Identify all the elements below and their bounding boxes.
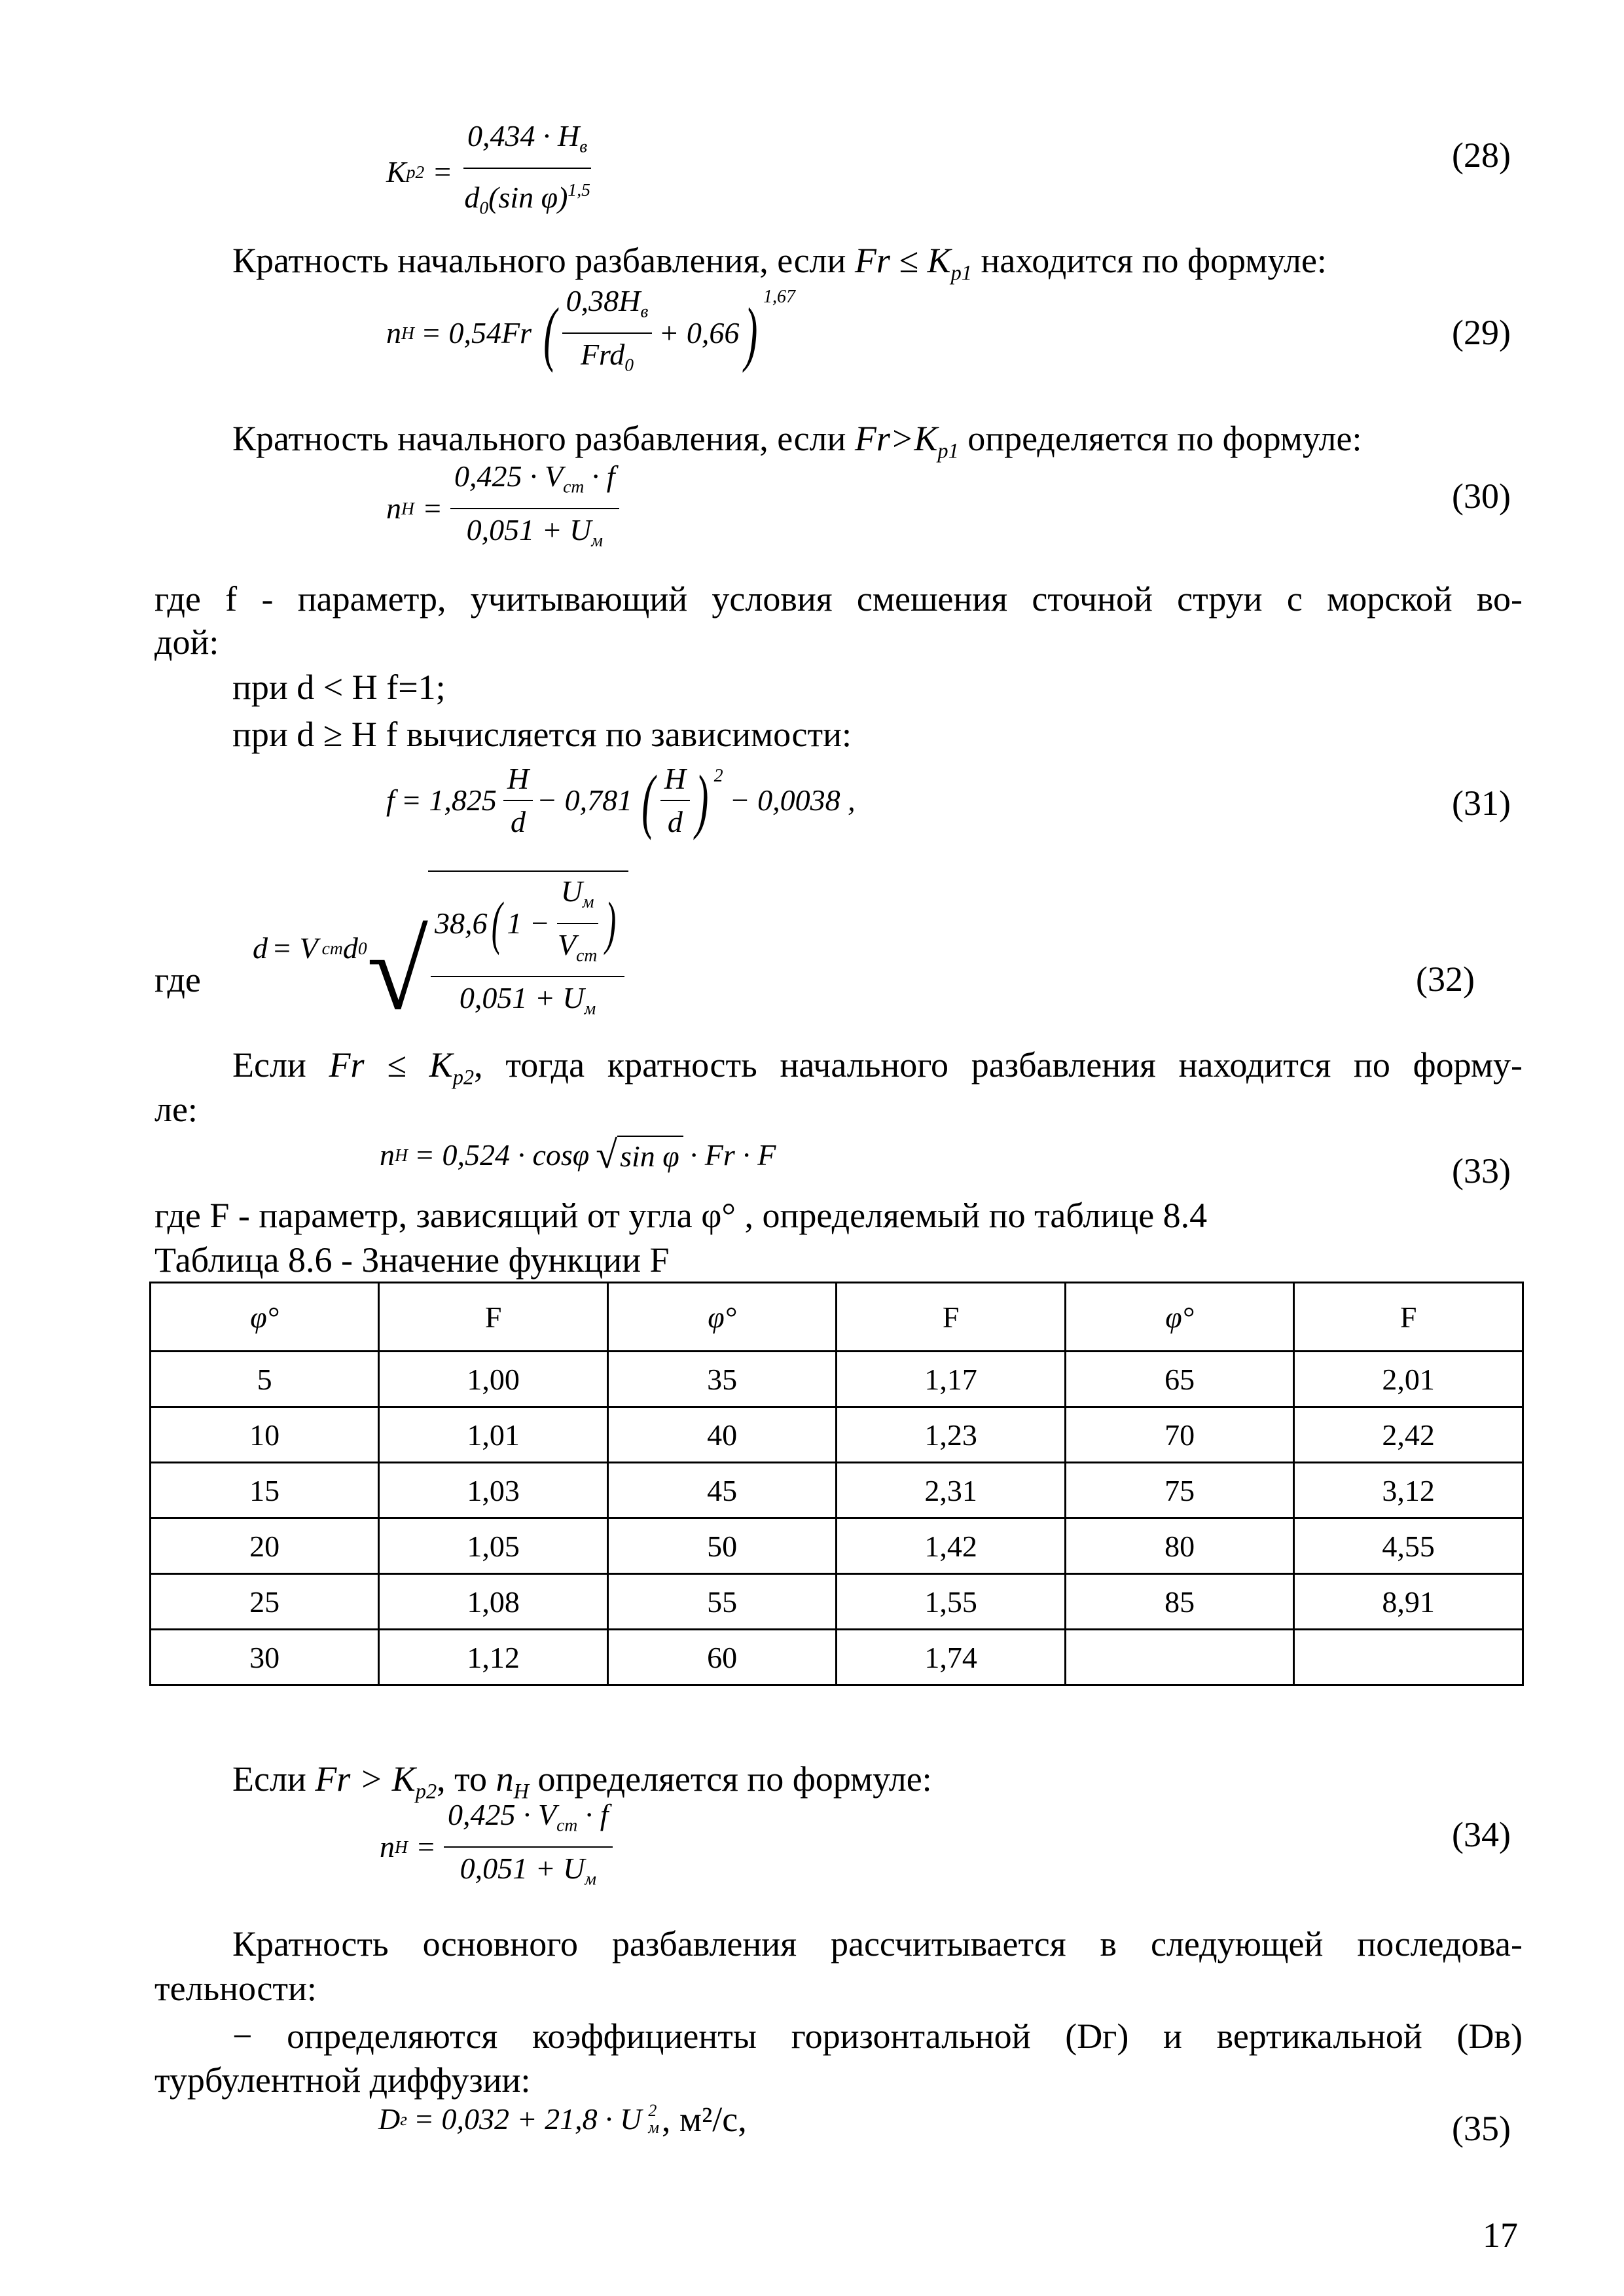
- equation-number-30: (30): [1452, 476, 1511, 516]
- table-header-cell: F: [837, 1283, 1066, 1352]
- formula-31-fraction-1: [503, 761, 533, 840]
- table-cell: 1,00: [379, 1352, 608, 1407]
- paragraph-where-f-line2: дой:: [154, 622, 219, 662]
- table-cell: [1294, 1630, 1523, 1685]
- formula-29-numerator: 0,38H: [566, 284, 641, 317]
- table-caption: Таблица 8.6 - Значение функции F: [154, 1240, 670, 1280]
- table-cell: 80: [1065, 1518, 1293, 1574]
- formula-32-one: 1 −: [507, 906, 550, 940]
- table-cell: 10: [151, 1407, 379, 1463]
- table-cell: [1065, 1630, 1293, 1685]
- paragraph-main-dilution: Кратность основного разбавления рассчитывается в следующей последова-: [232, 1924, 1523, 1964]
- equation-number-29: (29): [1452, 313, 1511, 352]
- formula-30-lhs: n: [386, 491, 401, 525]
- table-cell: 1,12: [379, 1630, 608, 1685]
- formula-35-scripts: [648, 2102, 659, 2136]
- table-cell: 1,23: [837, 1407, 1066, 1463]
- paragraph-fr-le-kp2-line2: ле:: [154, 1090, 198, 1129]
- table-cell: 8,91: [1294, 1574, 1523, 1630]
- formula-35: [378, 2101, 747, 2138]
- sqrt-icon: √: [596, 1133, 618, 1177]
- formula-29: [386, 283, 795, 383]
- where-label-32: где: [154, 960, 201, 999]
- formula-33-lhs-sub: H: [395, 1145, 408, 1165]
- formula-34-numerator: 0,425 · V: [447, 1798, 557, 1831]
- formula-30-denominator: 0,051 + U: [466, 512, 592, 547]
- p2-fr: Fr>K: [854, 419, 938, 458]
- table-cell: 25: [151, 1574, 379, 1630]
- formula-31-num1: H: [503, 761, 533, 801]
- formula-31-den2: d: [667, 805, 683, 838]
- table-cell: 55: [607, 1574, 836, 1630]
- equation-number-32: (32): [1416, 960, 1475, 999]
- table-cell: 1,42: [837, 1518, 1066, 1574]
- p1-text-a: Кратность начального разбавления, если: [232, 241, 855, 280]
- formula-29-plus: + 0,66: [659, 315, 740, 350]
- table-header-cell: φ°: [607, 1283, 836, 1352]
- table-cell: 2,01: [1294, 1352, 1523, 1407]
- formula-33-sqrt: [596, 1133, 683, 1177]
- paragraph-where-F: где F - параметр, зависящий от угла φ° , определяемый по таблице 8.4: [154, 1196, 1208, 1235]
- table-cell: 50: [607, 1518, 836, 1574]
- p8-text-a: Если: [232, 1759, 316, 1799]
- p2-text-a: Кратность начального разбавления, если: [232, 419, 855, 458]
- formula-32-lhs: d: [253, 931, 268, 965]
- formula-32-inner-den: V: [557, 927, 577, 961]
- formula-32-inner-den-sub: cm: [576, 944, 598, 965]
- table-row: [151, 1630, 1523, 1685]
- formula-32-inner-num-sub: м: [582, 891, 594, 912]
- formula-31-right-paren: ): [695, 761, 709, 840]
- formula-28: [386, 118, 594, 226]
- paragraph-diffusion-coefficients: − определяются коэффициенты горизонтальной (Dг) и вертикальной (Dв): [232, 2017, 1523, 2056]
- formula-34-fraction: [444, 1797, 613, 1897]
- formula-29-right-paren: ): [744, 293, 758, 373]
- p6-fr: Fr ≤ K: [329, 1045, 453, 1085]
- formula-28-den-b: (sin φ): [488, 180, 568, 214]
- formula-31-den1: d: [510, 805, 526, 838]
- table-cell: 3,12: [1294, 1463, 1523, 1518]
- formula-28-den-sub: 0: [479, 197, 489, 218]
- paragraph-d-lt-h: при d < H f=1;: [232, 668, 446, 707]
- formula-31-lhs: f: [386, 783, 395, 817]
- formula-28-lhs: K: [386, 154, 406, 188]
- paragraph-d-ge-h: при d ≥ H f вычисляется по зависимости:: [232, 715, 852, 754]
- formula-35-sup: 2: [648, 2101, 657, 2120]
- formula-29-fraction: [562, 283, 653, 383]
- sqrt-icon: √: [367, 909, 428, 1033]
- paragraph-where-f: где f - параметр, учитывающий условия смешения сточной струи с морской во-: [154, 579, 1523, 619]
- formula-34-den-sub: м: [585, 1868, 596, 1889]
- table-cell: 2,42: [1294, 1407, 1523, 1463]
- formula-32: [253, 870, 628, 1033]
- table-cell: 1,74: [837, 1630, 1066, 1685]
- p6-sub: p2: [452, 1066, 475, 1090]
- formula-28-numerator: 0,434 · H: [467, 119, 580, 152]
- formula-32-d0: d: [342, 931, 358, 965]
- formula-32-eq-sub: cm: [321, 938, 343, 959]
- formula-28-fraction: [460, 118, 594, 226]
- formula-32-coef: 38,6: [434, 906, 488, 940]
- table-cell: 70: [1065, 1407, 1293, 1463]
- table-cell: 45: [607, 1463, 836, 1518]
- formula-31-mid: − 0,781: [537, 783, 633, 817]
- formula-32-den-sub: м: [584, 997, 596, 1018]
- formula-29-numerator-sub: в: [640, 300, 649, 321]
- formula-35-lhs: D: [378, 2102, 401, 2136]
- formula-32-eq: = V: [272, 931, 318, 965]
- formula-28-numerator-sub: в: [579, 135, 588, 156]
- table-row: [151, 1574, 1523, 1630]
- formula-31-fraction-2: [660, 761, 690, 840]
- formula-30-numerator: 0,425 · V: [454, 459, 564, 493]
- p8-fr: Fr > K: [315, 1759, 416, 1799]
- formula-33: [380, 1133, 776, 1177]
- p8-n-sub: H: [513, 1780, 529, 1804]
- p8-n: n: [496, 1759, 514, 1799]
- table-header-row: [151, 1283, 1523, 1352]
- p8-sub: p2: [415, 1780, 437, 1804]
- formula-29-left-paren: (: [543, 293, 557, 373]
- formula-30-numerator-end: · f: [584, 459, 615, 493]
- p6-text-a: Если: [232, 1045, 329, 1085]
- table-cell: 1,17: [837, 1352, 1066, 1407]
- formula-35-eq: = 0,032 + 21,8 · U: [414, 2102, 642, 2136]
- formula-32-inner-num: U: [560, 874, 583, 908]
- formula-30-numerator-sub: cm: [563, 476, 585, 497]
- p1-text-b: находится по формуле:: [971, 241, 1327, 280]
- formula-32-fraction: [431, 873, 624, 1027]
- paragraph-fr-le-kp2: [232, 1042, 1523, 1100]
- formula-32-right-paren: ): [605, 890, 617, 956]
- formula-28-den-sup: 1,5: [568, 179, 590, 200]
- table-cell: 5: [151, 1352, 379, 1407]
- formula-35-lhs-sub: г: [400, 2109, 407, 2129]
- table-cell: 4,55: [1294, 1518, 1523, 1574]
- formula-30: [386, 458, 619, 558]
- table-cell: 40: [607, 1407, 836, 1463]
- p1-fr: Fr ≤ K: [854, 241, 951, 280]
- table-cell: 15: [151, 1463, 379, 1518]
- formula-34-numerator-sub: cm: [556, 1814, 578, 1835]
- table-row: [151, 1518, 1523, 1574]
- p8-text-c: определяется по формуле:: [528, 1759, 932, 1799]
- table-row: [151, 1407, 1523, 1463]
- formula-32-inner-fraction: [554, 873, 601, 973]
- formula-33-radicand: sin φ: [617, 1136, 683, 1175]
- formula-30-lhs-sub: H: [401, 497, 414, 518]
- formula-31-eq: = 1,825: [401, 783, 497, 817]
- table-cell: 35: [607, 1352, 836, 1407]
- formula-35-unit: , м²/с,: [661, 2100, 747, 2139]
- table-cell: 30: [151, 1630, 379, 1685]
- paragraph-main-dilution-line2: тельности:: [154, 1969, 317, 2008]
- equation-number-35: (35): [1452, 2109, 1511, 2148]
- formula-34-lhs: n: [380, 1829, 395, 1863]
- formula-29-eq: = 0,54Fr: [420, 315, 532, 350]
- table-cell: 20: [151, 1518, 379, 1574]
- p8-text-b: , то: [437, 1759, 496, 1799]
- table-header-cell: φ°: [1065, 1283, 1293, 1352]
- page-number: 17: [1483, 2215, 1518, 2255]
- equation-number-28: (28): [1452, 135, 1511, 175]
- table-header-cell: F: [1294, 1283, 1523, 1352]
- formula-30-eq: =: [422, 491, 442, 525]
- formula-29-denominator: Frd: [580, 337, 625, 371]
- table-cell: 60: [607, 1630, 836, 1685]
- table-cell: 85: [1065, 1574, 1293, 1630]
- table-cell: 1,55: [837, 1574, 1066, 1630]
- formula-28-lhs-sub: p2: [406, 161, 425, 182]
- formula-32-sqrt: [367, 870, 629, 1033]
- formula-34-denominator: 0,051 + U: [460, 1851, 585, 1885]
- formula-31-num2: H: [660, 761, 690, 801]
- formula-32-left-paren: (: [492, 890, 503, 956]
- formula-28-den-a: d: [464, 180, 480, 214]
- table-header-cell: φ°: [151, 1283, 379, 1352]
- formula-30-den-sub: м: [591, 529, 603, 550]
- formula-34-eq: =: [415, 1829, 436, 1863]
- formula-29-den-sub: 0: [624, 354, 634, 375]
- formula-34-lhs-sub: H: [395, 1836, 408, 1857]
- formula-29-exponent: 1,67: [763, 287, 796, 307]
- formula-32-d0-sub: 0: [357, 938, 367, 959]
- table-cell: 2,31: [837, 1463, 1066, 1518]
- formula-30-fraction: [450, 458, 619, 558]
- formula-34-numerator-end: · f: [577, 1798, 609, 1831]
- formula-29-lhs-sub: H: [401, 322, 414, 343]
- table-cell: 75: [1065, 1463, 1293, 1518]
- formula-33-eq: = 0,524 · cosφ: [414, 1138, 590, 1172]
- formula-35-sub: м: [648, 2118, 659, 2137]
- table-cell: 1,03: [379, 1463, 608, 1518]
- formula-32-denominator: 0,051 + U: [459, 981, 585, 1015]
- formula-33-end: · Fr · F: [689, 1138, 776, 1172]
- formula-31-exponent: 2: [713, 766, 723, 786]
- table-cell: 65: [1065, 1352, 1293, 1407]
- function-f-table: [149, 1282, 1524, 1686]
- formula-31-left-paren: (: [641, 761, 655, 840]
- p2-sub: p1: [937, 439, 959, 463]
- table-cell: 1,08: [379, 1574, 608, 1630]
- table-row: [151, 1463, 1523, 1518]
- formula-34: [380, 1797, 613, 1897]
- formula-33-lhs: n: [380, 1138, 395, 1172]
- table-row: [151, 1352, 1523, 1407]
- table-header-cell: F: [379, 1283, 608, 1352]
- formula-29-lhs: n: [386, 315, 401, 350]
- table-cell: 1,05: [379, 1518, 608, 1574]
- p2-text-b: определяется по формуле:: [958, 419, 1362, 458]
- p6-text-b: , тогда кратность начального разбавления находится по форму-: [474, 1045, 1523, 1085]
- p1-sub: p1: [950, 261, 972, 285]
- table-cell: 1,01: [379, 1407, 608, 1463]
- formula-31: [386, 761, 856, 840]
- equation-number-34: (34): [1452, 1815, 1511, 1854]
- equation-number-31: (31): [1452, 783, 1511, 823]
- formula-31-end: − 0,0038 ,: [729, 783, 856, 817]
- paragraph-diffusion-coefficients-line2: турбулентной диффузии:: [154, 2060, 531, 2100]
- formula-28-eq: =: [432, 154, 453, 188]
- equation-number-33: (33): [1452, 1151, 1511, 1191]
